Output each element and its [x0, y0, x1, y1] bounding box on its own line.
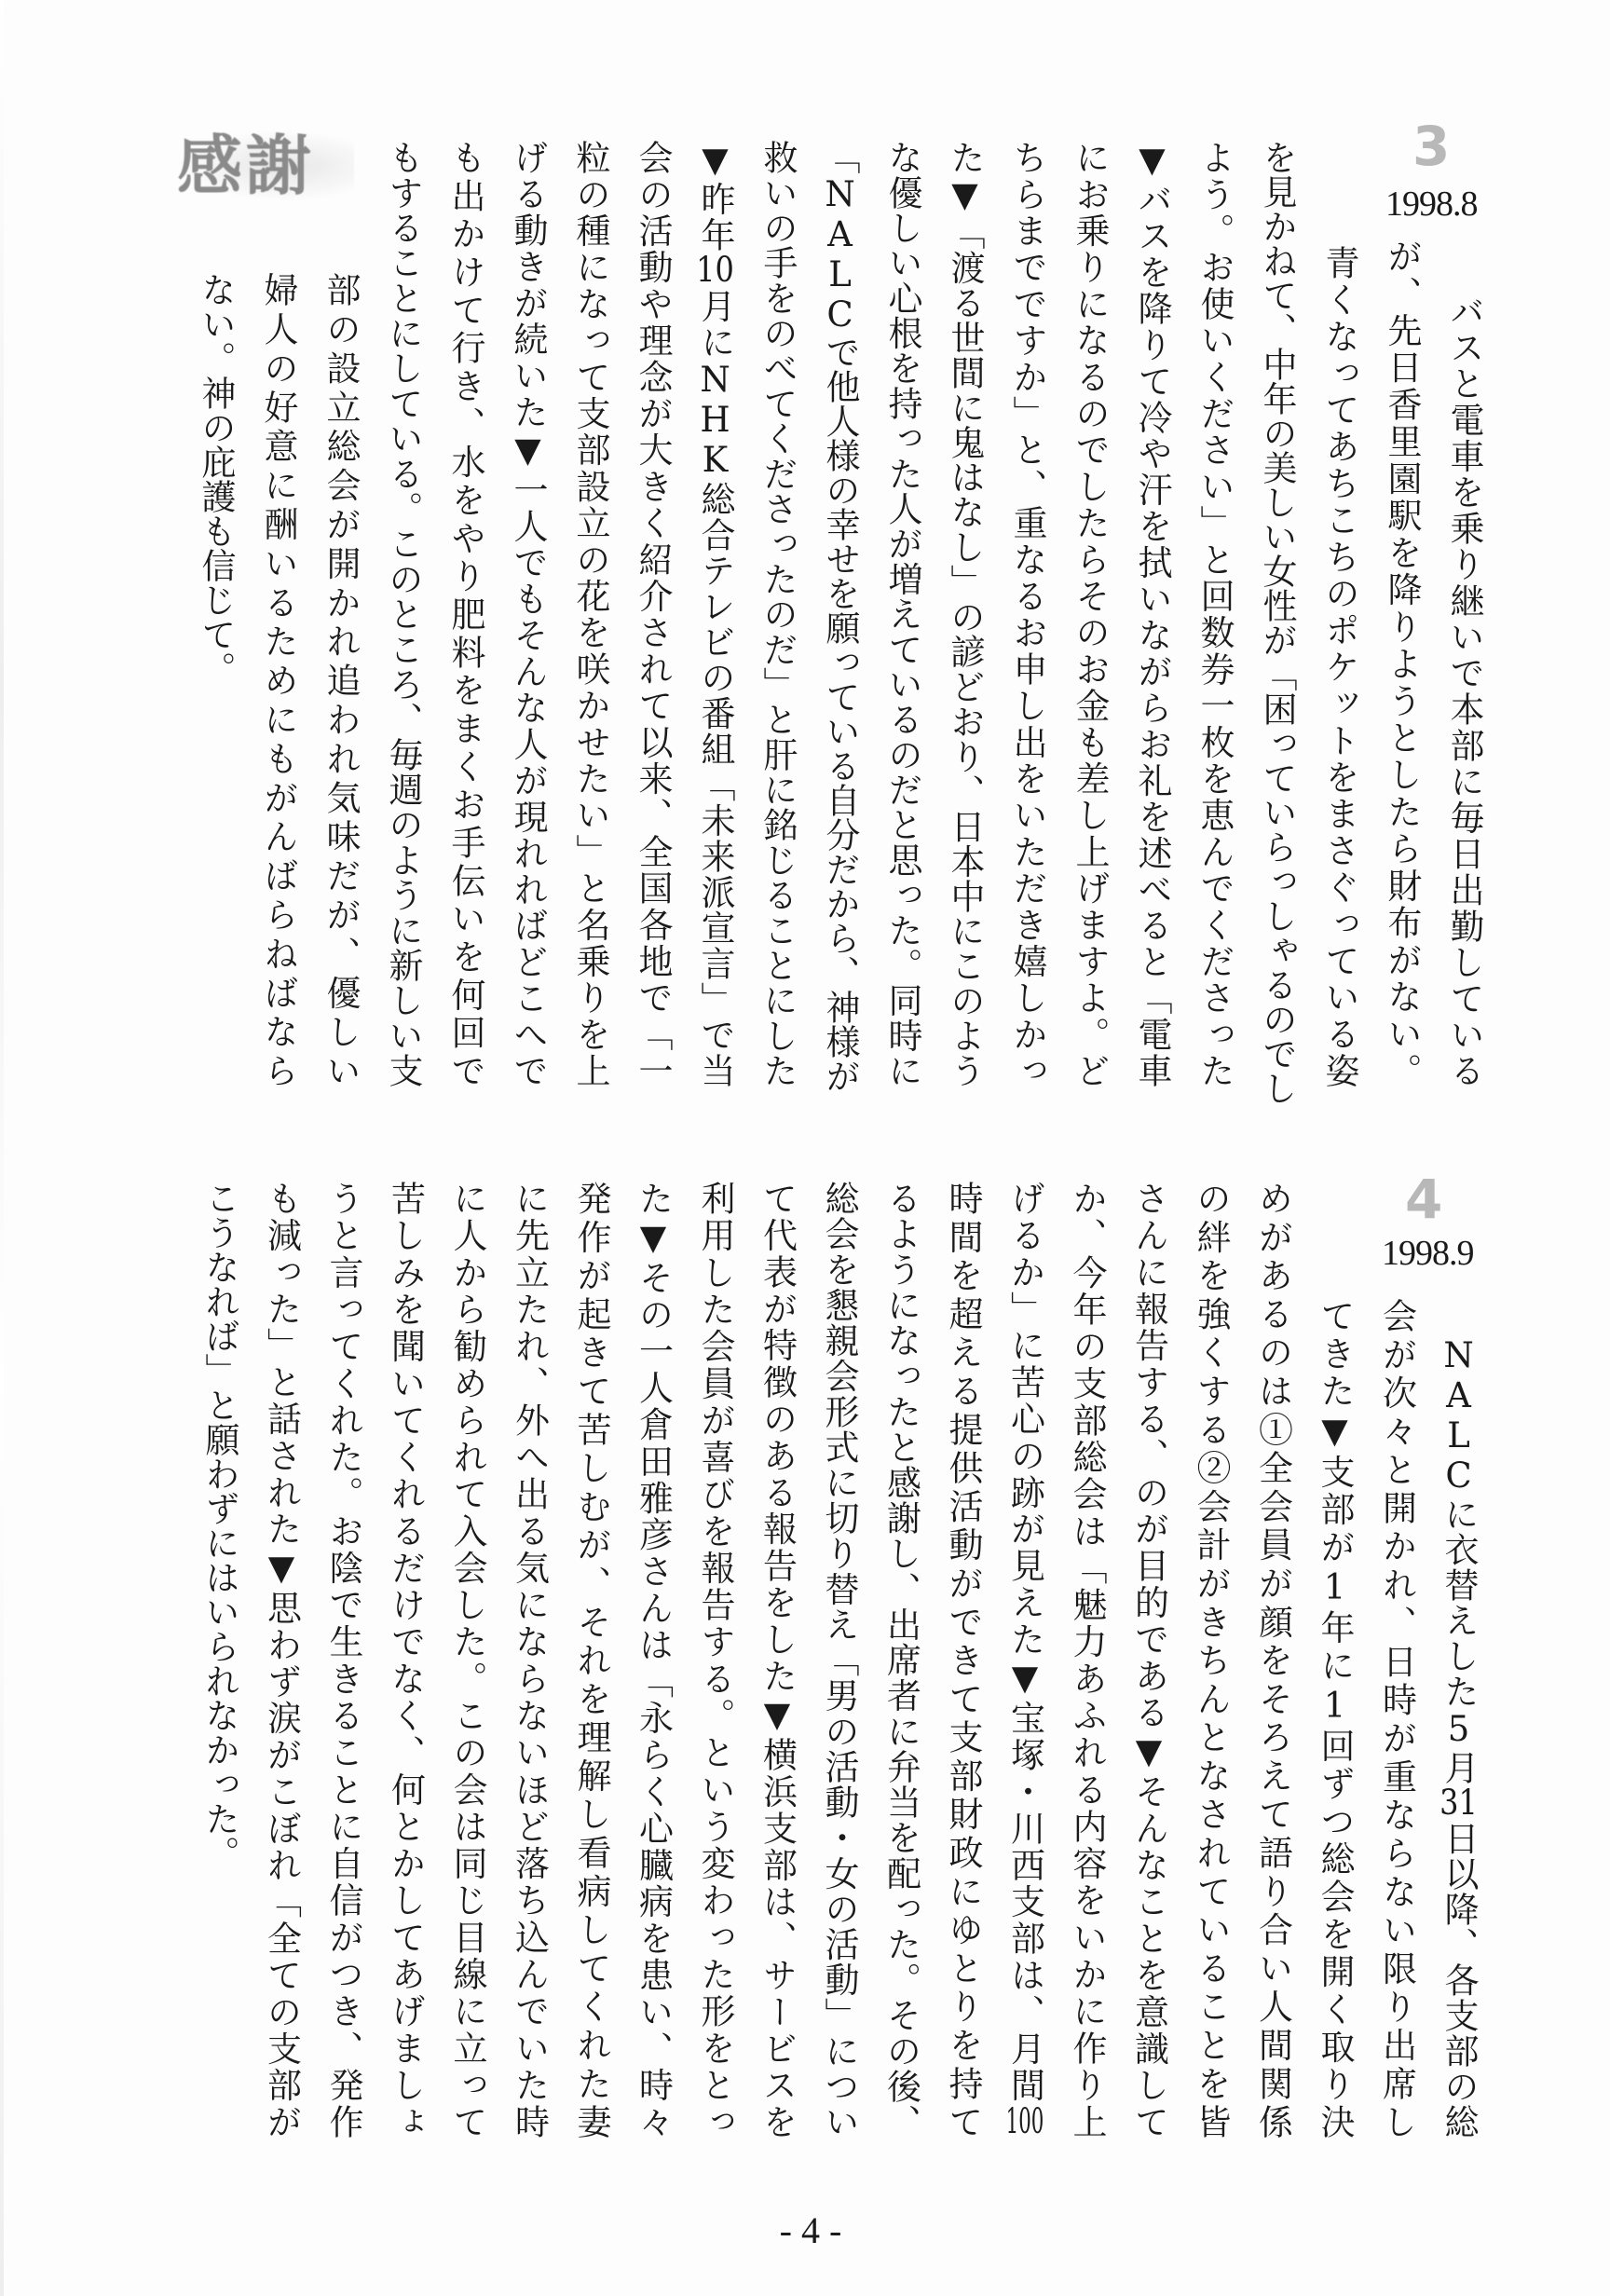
text-column: めがあるのは①全会員が顔をそろえて語り合い人間関係	[1252, 1181, 1293, 2139]
text-column: るようになったと感謝し、出席者に弁当を配った。その後、	[880, 1181, 921, 2139]
text-column: てきた▼支部が1年に1回ずつ総会を開く取り決	[1315, 1298, 1355, 2139]
text-column: 発作が起きて苦しむが、それを理解し看病してくれた妻	[571, 1181, 611, 2139]
text-column: さんに報告する、のが目的である▼そんなことを意識して	[1128, 1181, 1169, 2139]
text-column: ちらまでですか」と、重なるお申し出をいただき嬉しかっ	[1007, 140, 1047, 1088]
article-number: 3	[1412, 115, 1451, 178]
text-column: な優しい心根を持った人が増えているのだと思った。同時に	[882, 140, 922, 1087]
text-column: の絆を強くする②会計がきちんとなされていることを皆	[1191, 1181, 1231, 2139]
article-number: 4	[1405, 1168, 1443, 1231]
text-column: NALCに衣替えした5月31日以降、各支部の総	[1439, 1335, 1479, 2139]
text-column: ▼昨年10月にNHK総合テレビの番組「未来派宣言」で当	[695, 140, 735, 1087]
text-column: 婦人の好意に酬いるためにもがんばらねばなら	[258, 272, 298, 1087]
text-column: に人から勧められて入会した。この会は同じ目線に立って	[447, 1181, 487, 2139]
text-column: 会が次々と開かれ、日時が重ならない限り出席し	[1376, 1298, 1417, 2139]
text-column: バスと電車を乗り継いで本部に毎日出勤している	[1444, 294, 1484, 1087]
text-column: た▼「渡る世間に鬼はなし」の諺どおり、日本中にこのよう	[945, 140, 985, 1087]
text-column: 総会を懇親会形式に切り替え「男の活動・女の活動」につい	[819, 1181, 859, 2139]
article-date: 1998.9	[1382, 1234, 1474, 1273]
text-column: うと言ってくれた。お陰で生きることに自信がつき、発作	[323, 1181, 363, 2139]
text-column: か、今年の支部総会は「魅力あふれる内容をいかに作り上	[1067, 1181, 1107, 2139]
text-column: が、先日香里園駅を降りようとしたら財布がない。	[1382, 239, 1422, 1087]
text-column: を見かねて、中年の美しい女性が「困っていらっしゃるのでし	[1257, 140, 1297, 1105]
number-span: 10	[696, 253, 734, 288]
text-column: ない。神の庇護も信じて。	[196, 272, 236, 686]
text-column: た▼その一人倉田雅彦さんは「永らく心臓病を患い、時々	[633, 1181, 674, 2139]
text-column: 青くなってあちこちのポケットをまさぐっている姿	[1319, 245, 1359, 1087]
kansha-logo: 感謝	[177, 130, 354, 201]
number-span: 31	[1439, 1785, 1478, 1820]
text-column: 部の設立総会が開かれ追われ気味だが、優しい	[321, 272, 361, 1088]
number-span: 100	[1005, 2104, 1044, 2139]
text-column: 時間を超える提供活動ができて支部財政にゆとりを持て	[943, 1181, 983, 2139]
text-column: 会の活動や理念が大きく紹介されて以来、全国各地で「一	[633, 140, 673, 1087]
text-column: ▼バスを降りて冷や汗を拭いながらお礼を述べると「電車	[1132, 140, 1172, 1087]
text-column: げる動きが続いた▼一人でもそんな人が現れればどこへで	[508, 140, 548, 1087]
text-column: に先立たれ、外へ出る気にならないほど落ち込んでいた時	[509, 1181, 550, 2139]
text-column: 粒の種になって支部設立の花を咲かせたい」と名乗りを上	[570, 140, 610, 1088]
text-column: て代表が特徴のある報告をした▼横浜支部は、サービスを	[757, 1181, 798, 2139]
text-column: も減った」と話された▼思わず涙がこぼれ「全ての支部が	[261, 1181, 302, 2139]
text-column: もすることにしている。このところ、毎週のように新しい支	[383, 140, 423, 1087]
text-column: こうなれば」と願わずにはいられなかった。	[199, 1181, 239, 1870]
text-column: よう。お使いください」と回数券一枚を恵んでくださった	[1194, 140, 1235, 1088]
scan-edge	[0, 0, 4, 2296]
text-column: げるか」に苦心の跡が見えた▼宝塚・川西支部は、月間100	[1004, 1181, 1045, 2139]
text-column: 苦しみを聞いてくれるだけでなく、何とかしてあげましょ	[385, 1181, 426, 2139]
text-column: も出かけて行き、水をやり肥料をまくお手伝いを何回で	[445, 140, 485, 1087]
page-number: - 4 -	[779, 2209, 842, 2251]
article-date: 1998.8	[1385, 184, 1478, 224]
text-column: 救いの手をのべてくださったのだ」と肝に銘じることにした	[757, 140, 798, 1088]
text-column: 利用した会員が喜びを報告する。という変わった形をとっ	[695, 1181, 735, 2139]
text-column: 「NALCで他人様の幸せを願っている自分だから、神様が	[820, 140, 860, 1093]
text-column: にお乗りになるのでしたらそのお金も差し上げますよ。ど	[1070, 140, 1110, 1088]
